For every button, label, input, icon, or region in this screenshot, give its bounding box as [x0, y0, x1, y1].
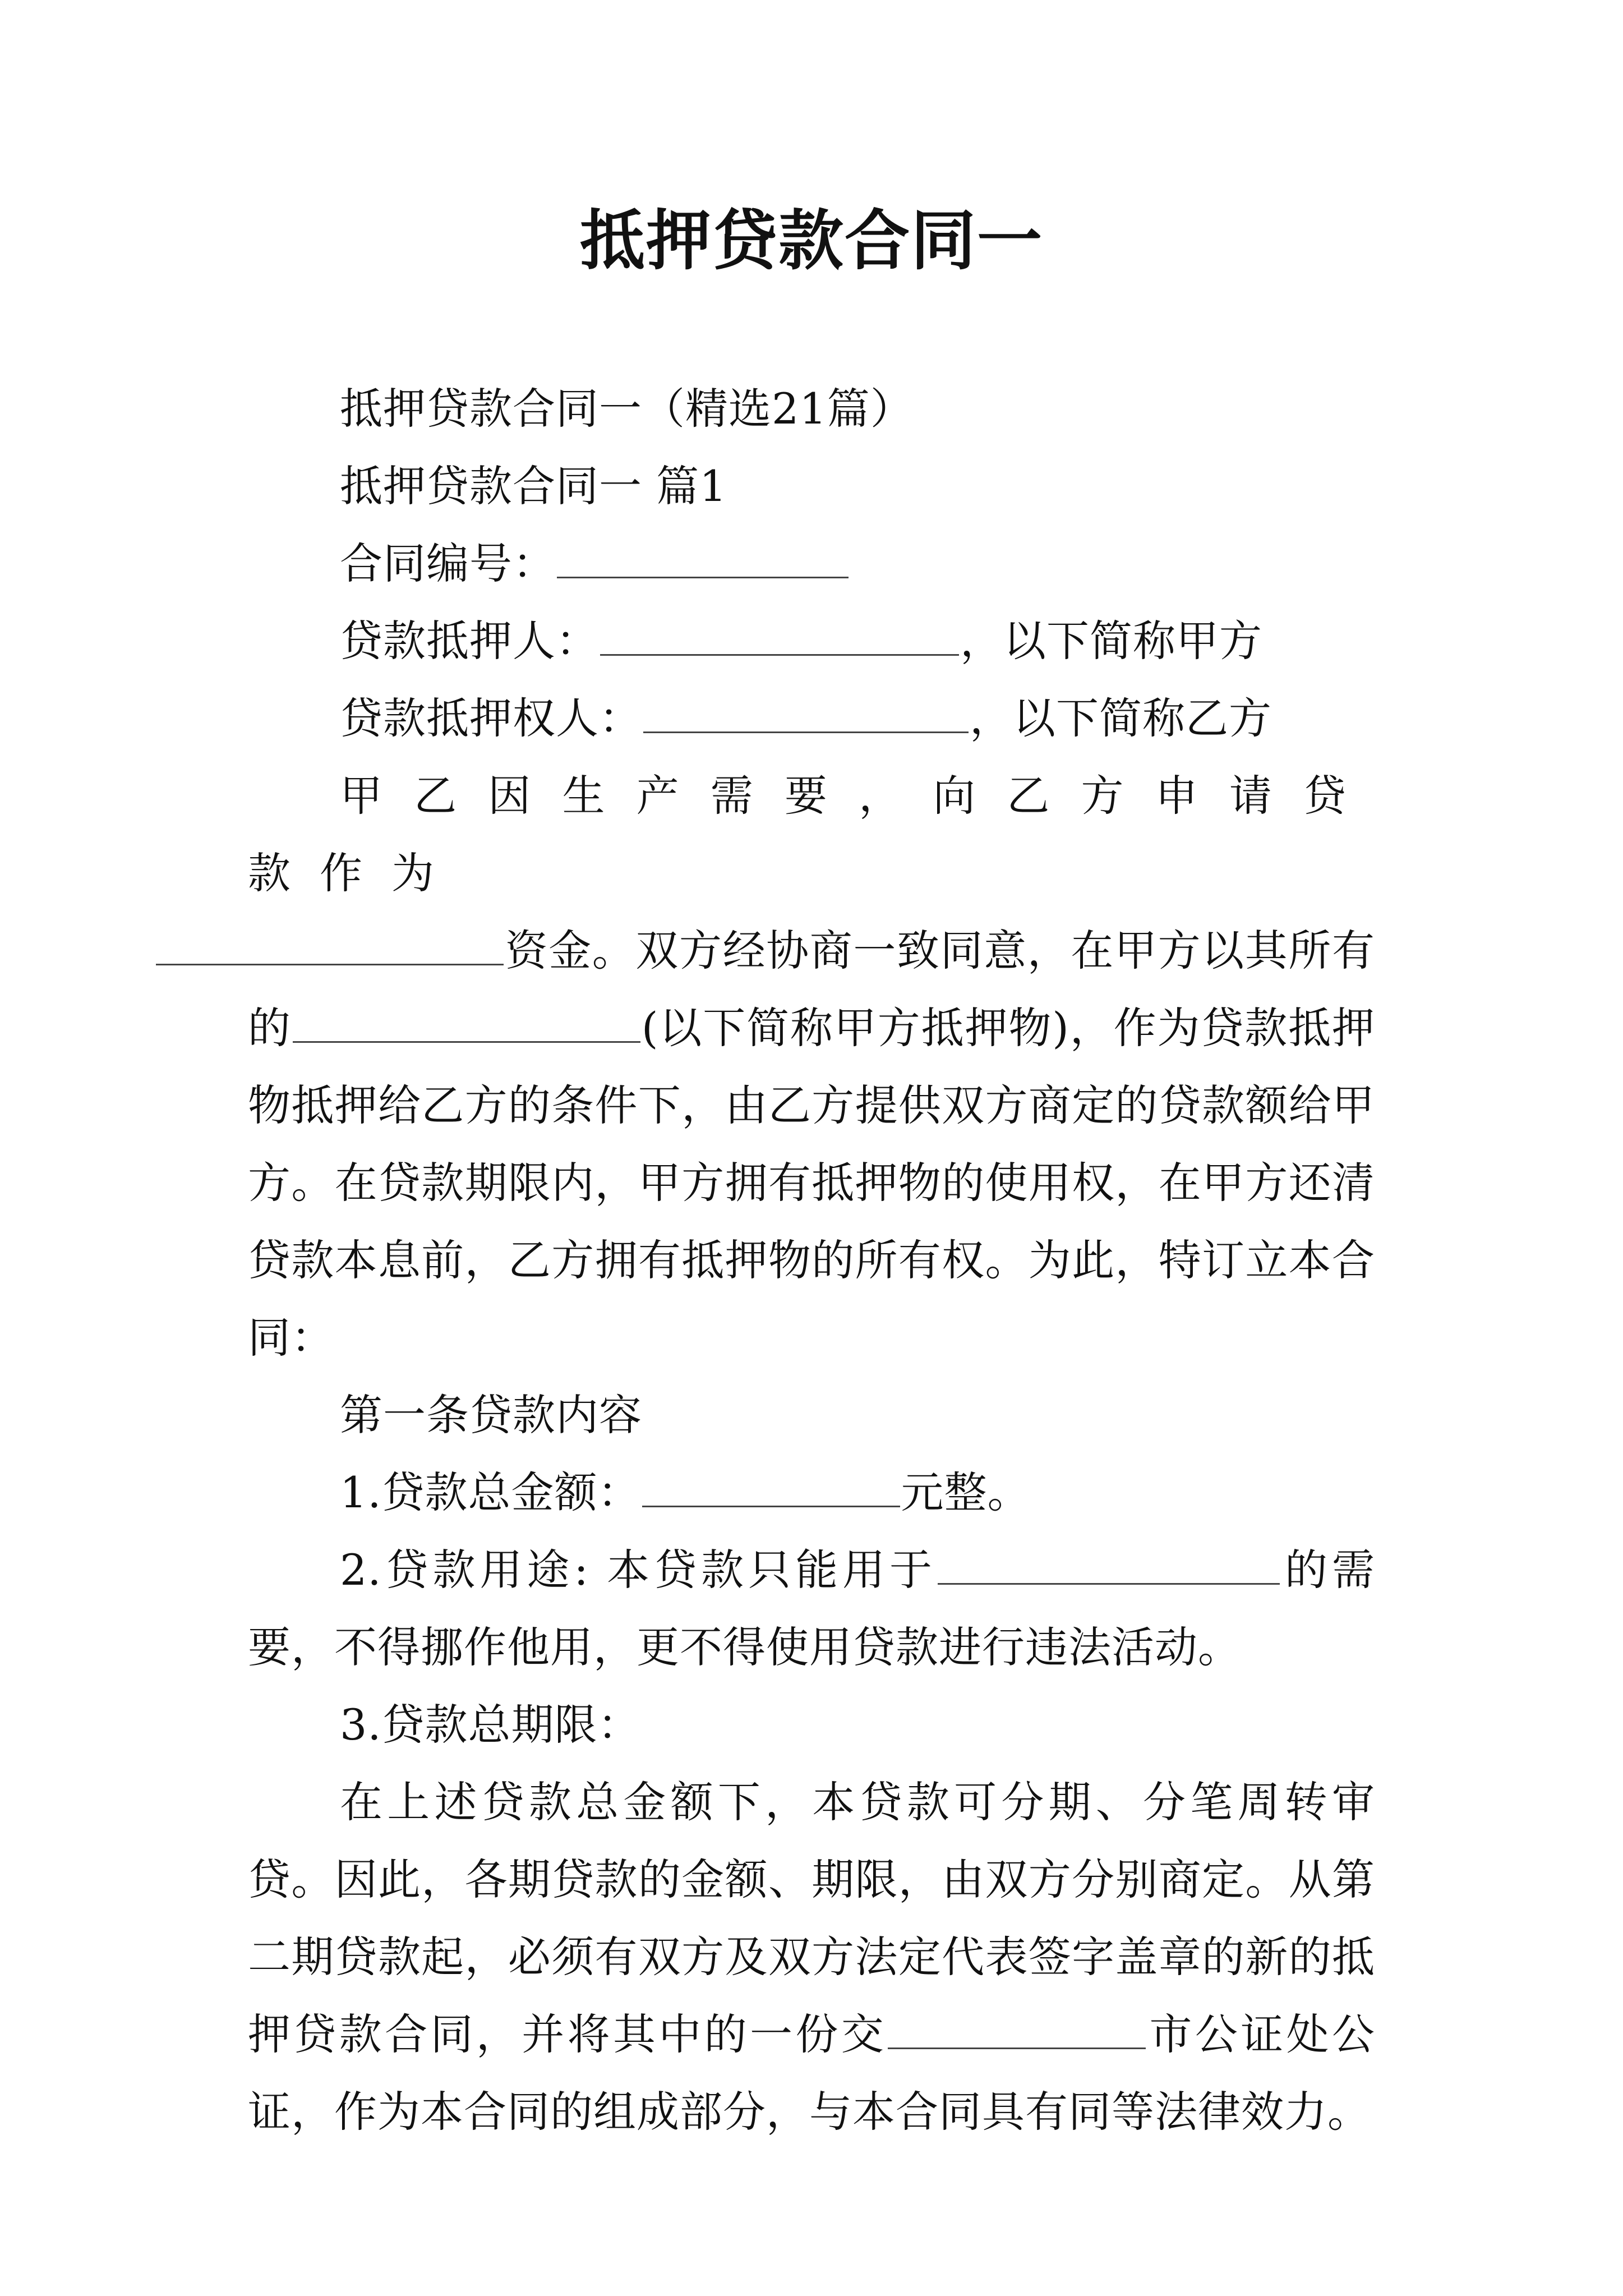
- contract-number-label: 合同编号：: [340, 539, 556, 588]
- article1-heading: 第一条贷款内容: [340, 1390, 642, 1440]
- mortgagee-label: 贷款抵押权人：: [340, 693, 642, 743]
- paragraph-term-b: 市公证处公证，作为本合同的组成部分，与本合同具有同等法律效力。: [248, 2009, 1376, 2137]
- item1-label: 1.贷款总金额：: [340, 1467, 641, 1517]
- loan-use-blank: [938, 1548, 1280, 1585]
- mortgagor-suffix: ，以下简称甲方: [960, 616, 1262, 666]
- mortgagor-label: 贷款抵押人：: [340, 616, 599, 666]
- paragraph-term: [248, 1764, 1375, 2151]
- paragraph-purpose-a: 资金。双方经协商一致同意，在甲方以其所有的: [248, 926, 1375, 1053]
- paragraph-purpose-spread: 甲乙因生产需要，向乙方申请贷款作为: [248, 771, 1375, 898]
- paragraph-purpose: [248, 757, 1375, 1377]
- item3-label: 3.贷款总期限：: [340, 1700, 641, 1750]
- mortgagee-line: [248, 680, 1375, 757]
- mortgagee-blank: [643, 697, 969, 733]
- item1-suffix: 元整。: [901, 1467, 1031, 1517]
- contract-number-blank: [557, 542, 849, 578]
- mortgagor-line: [248, 602, 1375, 680]
- item2-label: 2.贷款用途: 本贷款只能用于: [340, 1545, 937, 1595]
- paragraph-purpose-b: (以下简称甲方抵押物)，作为贷款抵押物抵押给乙方的条件下，由乙方提供双方商定的贷款额给甲方。在贷款期限内，甲方拥有抵押物的使用权，在甲方还清贷款本息前，乙方拥有抵押物的所有权。为此，特订立本合同：: [248, 1003, 1375, 1363]
- property-blank: [293, 1006, 640, 1043]
- section-heading-line: [248, 448, 1375, 525]
- loan-amount-blank: [642, 1471, 900, 1507]
- item1-line: [248, 1454, 1375, 1531]
- section-heading: 抵押贷款合同一 篇1: [340, 461, 727, 511]
- item2-suffix: 的需要，不得挪作他用，更不得使用贷款进行违法活动。: [248, 1545, 1375, 1672]
- mortgagor-blank: [600, 619, 959, 656]
- document-title: 抵押贷款合同一: [580, 203, 1043, 279]
- subtitle-line: [248, 370, 1375, 448]
- subtitle: 抵押贷款合同一（精选21篇）: [340, 384, 914, 434]
- item2-paragraph: [248, 1531, 1375, 1686]
- paragraph-term-a: 在上述贷款总金额下，本贷款可分期、分笔周转审贷。因此，各期贷款的金额、期限，由双方分别商定。从第二期贷款起，必须有双方及双方法定代表签字盖章的新的抵押贷款合同，并将其中的一份交: [248, 1777, 1375, 2059]
- article1-heading-line: [248, 1377, 1375, 1454]
- item3-line: [248, 1686, 1375, 1764]
- city-blank: [888, 2013, 1146, 2049]
- fund-type-blank: [156, 929, 504, 965]
- contract-number-line: [248, 525, 1375, 602]
- mortgagee-suffix: ，以下简称乙方: [970, 693, 1272, 743]
- document-body: [248, 370, 1375, 2151]
